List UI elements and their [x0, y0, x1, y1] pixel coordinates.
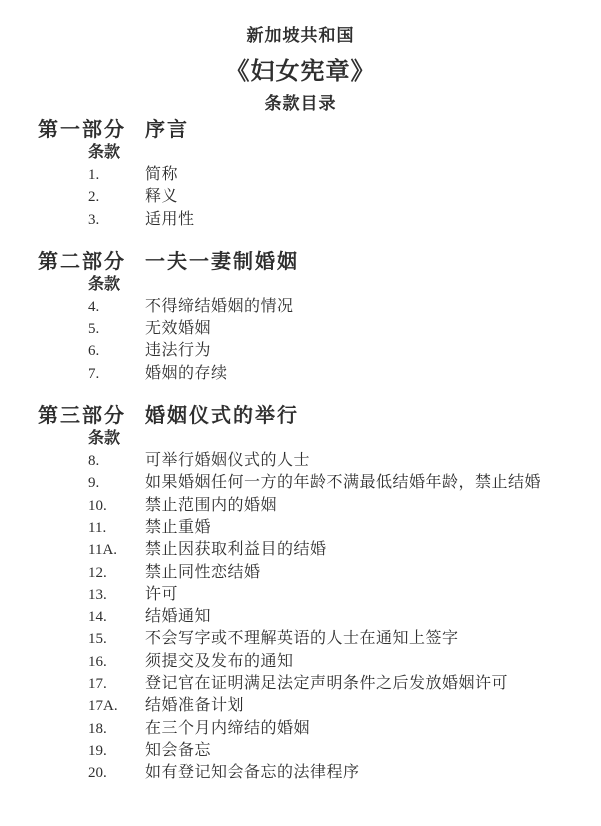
toc-item: [0, 718, 601, 740]
toc-item: [0, 318, 601, 340]
part-label: 第一部分: [38, 119, 126, 141]
item-number: 8.: [88, 453, 100, 470]
item-number: 3.: [88, 211, 100, 228]
item-title: 须提交及发布的通知: [145, 652, 294, 670]
item-number: 6.: [88, 343, 100, 360]
toc-item: [0, 209, 601, 231]
item-number: 13.: [88, 586, 107, 603]
part-label: 第二部分: [38, 250, 126, 273]
item-title: 适用性: [145, 210, 195, 228]
part-title: 婚姻仪式的举行: [145, 405, 299, 428]
item-title: 禁止因获取利益目的结婚: [145, 541, 327, 559]
item-number: 10.: [88, 497, 107, 514]
item-title: 登记官在证明满足法定声明条件之后发放婚姻许可: [145, 675, 509, 693]
toc-item: [0, 762, 601, 784]
item-number: 18.: [88, 720, 107, 737]
item-number: 4.: [88, 298, 100, 315]
item-title: 结婚通知: [145, 608, 212, 626]
item-title: 不得缔结婚姻的情况: [145, 297, 294, 315]
part-title: 一夫一妻制婚姻: [145, 250, 299, 273]
item-number: 14.: [88, 609, 107, 626]
provisions-label: 条款: [88, 275, 121, 293]
item-title: 违法行为: [145, 342, 212, 360]
item-number: 16.: [88, 653, 107, 670]
toc-item: [0, 673, 601, 695]
toc-item: [0, 562, 601, 584]
item-number: 17A.: [88, 698, 118, 715]
item-number: 9.: [88, 475, 100, 492]
toc-item-list: [0, 164, 601, 231]
item-number: 19.: [88, 742, 107, 759]
item-number: 5.: [88, 321, 100, 338]
part-section: [0, 404, 601, 784]
toc-item: [0, 363, 601, 385]
item-number: 7.: [88, 365, 100, 382]
item-title: 不会写字或不理解英语的人士在通知上签字: [145, 630, 459, 648]
provisions-label: 条款: [88, 144, 121, 161]
toc-item-list: [0, 450, 601, 784]
item-title: 知会备忘: [145, 741, 212, 759]
toc-item: [0, 296, 601, 318]
item-number: 11.: [88, 519, 107, 536]
toc-item: [0, 695, 601, 717]
item-number: 15.: [88, 631, 107, 648]
item-title: 无效婚姻: [145, 320, 212, 338]
document-page: [0, 26, 601, 826]
item-title: 禁止同性恋结婚: [145, 563, 261, 581]
toc-item: [0, 186, 601, 208]
item-title: 释义: [145, 188, 179, 206]
item-title: 婚姻的存续: [145, 364, 228, 382]
item-title: 结婚准备计划: [145, 697, 245, 715]
toc-item: [0, 539, 601, 561]
toc-item: [0, 651, 601, 673]
toc-item: [0, 517, 601, 539]
toc-item: [0, 628, 601, 650]
toc-item: [0, 606, 601, 628]
item-title: 可举行婚姻仪式的人士: [145, 452, 311, 470]
item-number: 11A.: [88, 542, 118, 559]
part-heading: [0, 250, 601, 274]
item-number: 17.: [88, 676, 107, 693]
item-title: 简称: [145, 166, 179, 183]
parts-container: [0, 118, 601, 785]
item-title: 禁止重婚: [145, 518, 212, 536]
toc-item: [0, 740, 601, 762]
item-title: 禁止范围内的婚姻: [145, 496, 278, 514]
part-title: 序言: [145, 119, 189, 141]
item-number: 20.: [88, 765, 107, 782]
item-title: 在三个月内缔结的婚姻: [145, 719, 311, 737]
toc-item-list: [0, 296, 601, 385]
toc-item: [0, 340, 601, 362]
part-heading: [0, 118, 601, 142]
part-section: [0, 118, 601, 231]
provisions-label: 条款: [88, 430, 121, 448]
item-title: 如果婚姻任何一方的年龄不满最低结婚年龄，禁止结婚: [145, 474, 542, 492]
part-section: [0, 250, 601, 385]
item-title: 许可: [145, 585, 179, 603]
toc-heading: 条款目录: [264, 94, 337, 113]
charter-title: 《妇女宪章》: [225, 59, 376, 85]
item-number: 1.: [88, 167, 100, 183]
toc-item: [0, 450, 601, 472]
toc-item: [0, 584, 601, 606]
item-title: 如有登记知会备忘的法律程序: [145, 764, 360, 782]
part-heading: [0, 404, 601, 428]
item-number: 2.: [88, 189, 100, 206]
toc-item: [0, 495, 601, 517]
item-number: 12.: [88, 564, 107, 581]
country-heading: 新加坡共和国: [246, 26, 355, 45]
part-label: 第三部分: [38, 405, 126, 428]
toc-item: [0, 472, 601, 494]
toc-item: [0, 164, 601, 186]
